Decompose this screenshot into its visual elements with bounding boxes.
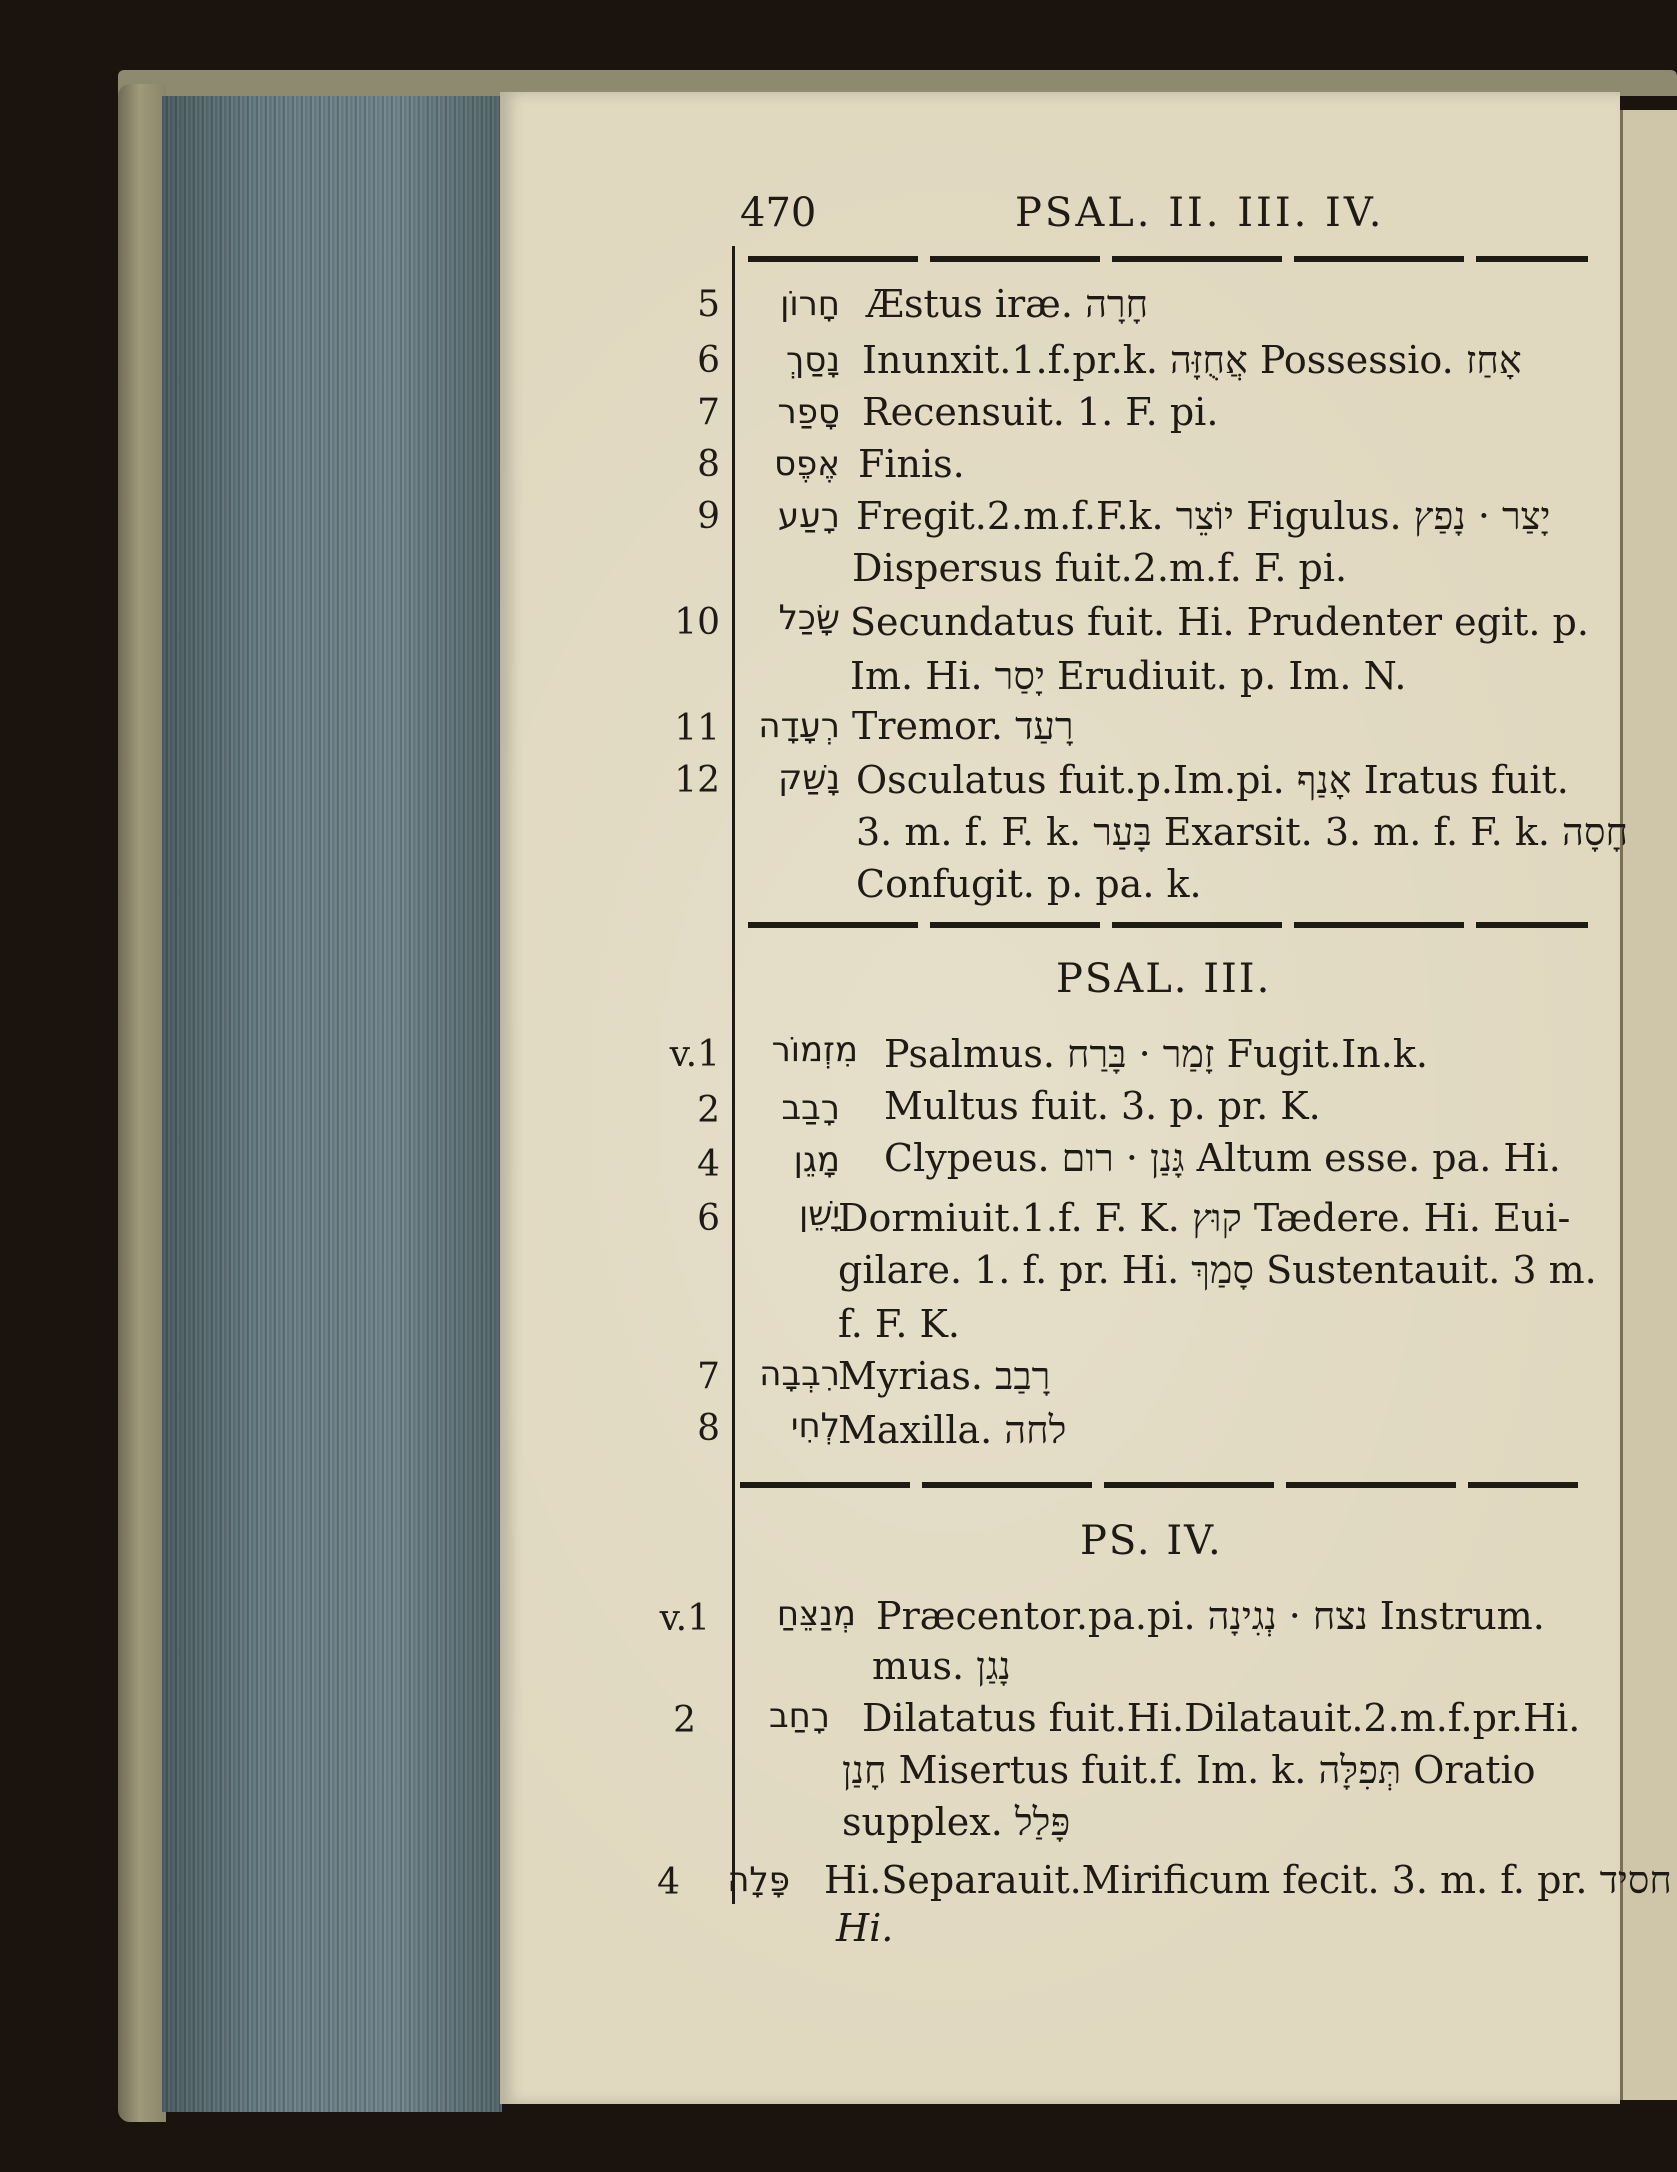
running-head: PSAL. II. III. IV.: [1015, 190, 1385, 236]
hebrew-headword: מִזְמוֹר: [771, 1030, 858, 1070]
hebrew-headword: רָבַב: [781, 1088, 840, 1128]
verse-number: 6: [697, 340, 720, 381]
verse-number: v.1: [659, 1598, 710, 1639]
verse-number: 9: [697, 496, 720, 537]
gloss-line: Tremor. רָעַד: [852, 704, 1074, 748]
gloss-line: Maxilla. לחה: [838, 1408, 1067, 1452]
gloss-line: Osculatus fuit.p.Im.pi. אָנַף Iratus fuit.: [856, 758, 1569, 802]
hebrew-headword: רְעָדָה: [758, 706, 840, 746]
hebrew-headword: פָּלָה: [727, 1860, 790, 1900]
hebrew-headword: חָרוֹן: [780, 284, 840, 324]
gloss-line: Dormiuit.1.f. F. K. קוּץ Tædere. Hi. Eui-: [838, 1196, 1571, 1240]
gloss-line: Im. Hi. יָסַר Erudiuit. p. Im. N.: [850, 654, 1407, 698]
gloss-line: Hi.: [836, 1906, 894, 1950]
gloss-line: Secundatus fuit. Hi. Prudenter egit. p.: [850, 600, 1589, 644]
gloss-line: Dilatatus fuit.Hi.Dilatauit.2.m.f.pr.Hi.: [862, 1696, 1581, 1740]
gloss-line: Hi.Separauit.Mirificum fecit. 3. m. f. pr. חסיד: [824, 1858, 1672, 1902]
section-rule: [740, 1482, 1578, 1488]
page-block-shade: [162, 96, 502, 2112]
verse-number: 12: [674, 760, 720, 801]
gloss-line: Præcentor.pa.pi. נצח · נְגִינָה Instrum.: [876, 1594, 1545, 1638]
verse-number: 7: [697, 392, 720, 433]
gloss-line: gilare. 1. f. pr. Hi. סָמַךְ Sustentauit. 3 m.: [838, 1248, 1597, 1292]
gloss-line: f. F. K.: [838, 1302, 960, 1346]
header-rule: [748, 256, 1588, 262]
verse-number: 8: [697, 444, 720, 485]
gloss-line: mus. נָגַן: [872, 1644, 1011, 1688]
gloss-line: Finis.: [858, 442, 965, 486]
gloss-line: Multus fuit. 3. p. pr. K.: [884, 1084, 1321, 1128]
verse-number: 4: [657, 1862, 680, 1903]
hebrew-headword: מְנַצֵּחַ: [776, 1594, 856, 1634]
gloss-line: Myrias. רָבַב: [838, 1354, 1051, 1398]
page-number: 470: [740, 190, 817, 236]
verse-number: 5: [697, 284, 720, 325]
gloss-line: Æstus iræ. חָרָה: [866, 282, 1149, 326]
hebrew-headword: מָגֵן: [793, 1140, 840, 1180]
gloss-line: Clypeus. גָּנַן · רום Altum esse. pa. Hi.: [884, 1136, 1561, 1180]
verse-number: 6: [697, 1198, 720, 1239]
gloss-line: Inunxit.1.f.pr.k. אֲחֻזָּה Possessio. אָחַז: [862, 338, 1522, 382]
verse-number: 7: [697, 1356, 720, 1397]
hebrew-headword: אֶפֶס: [773, 444, 840, 484]
verse-number: 4: [697, 1144, 720, 1185]
gloss-line: Dispersus fuit.2.m.f. F. pi.: [852, 546, 1348, 590]
verse-number: 2: [697, 1090, 720, 1131]
verse-number: v.1: [669, 1034, 720, 1075]
hebrew-headword: רִבְבָה: [759, 1354, 840, 1394]
gloss-line: 3. m. f. F. k. בָּעַר Exarsit. 3. m. f. F. k. חָסָה: [856, 810, 1628, 854]
gloss-line: supplex. פָּלַל: [842, 1800, 1071, 1844]
section-heading: PSAL. III.: [1056, 956, 1272, 1002]
verse-number: 8: [697, 1408, 720, 1449]
gloss-line: חָנַן Misertus fuit.f. Im. k. תְּפִלָּה Oratio: [842, 1748, 1536, 1792]
gloss-line: Fregit.2.m.f.F.k. יוֹצֵר Figulus. יָצַר · נָפַץ: [856, 494, 1551, 538]
hebrew-headword: שָׂכַל: [778, 598, 840, 638]
hebrew-headword: סָפַר: [777, 392, 840, 432]
hebrew-headword: רָחַב: [768, 1696, 830, 1736]
facing-page-edge: [1620, 110, 1677, 2100]
hebrew-headword: לְחִי: [790, 1406, 840, 1446]
column-rule: [732, 246, 735, 1904]
gloss-line: Psalmus. זָמַר · בָּרַח Fugit.In.k.: [884, 1032, 1428, 1076]
gloss-line: Confugit. p. pa. k.: [856, 862, 1202, 906]
verse-number: 2: [673, 1700, 696, 1741]
hebrew-headword: יָשֵׁן: [799, 1194, 840, 1234]
book-spine: [118, 84, 166, 2122]
section-heading: PS. IV.: [1080, 1518, 1223, 1564]
hebrew-headword: רָעַע: [777, 496, 840, 536]
hebrew-headword: נָשַׁק: [778, 758, 840, 798]
gloss-line: Recensuit. 1. F. pi.: [862, 390, 1219, 434]
section-rule: [748, 922, 1588, 928]
hebrew-headword: נָסַךְ: [786, 340, 840, 380]
verse-number: 11: [674, 708, 720, 749]
verse-number: 10: [674, 602, 720, 643]
